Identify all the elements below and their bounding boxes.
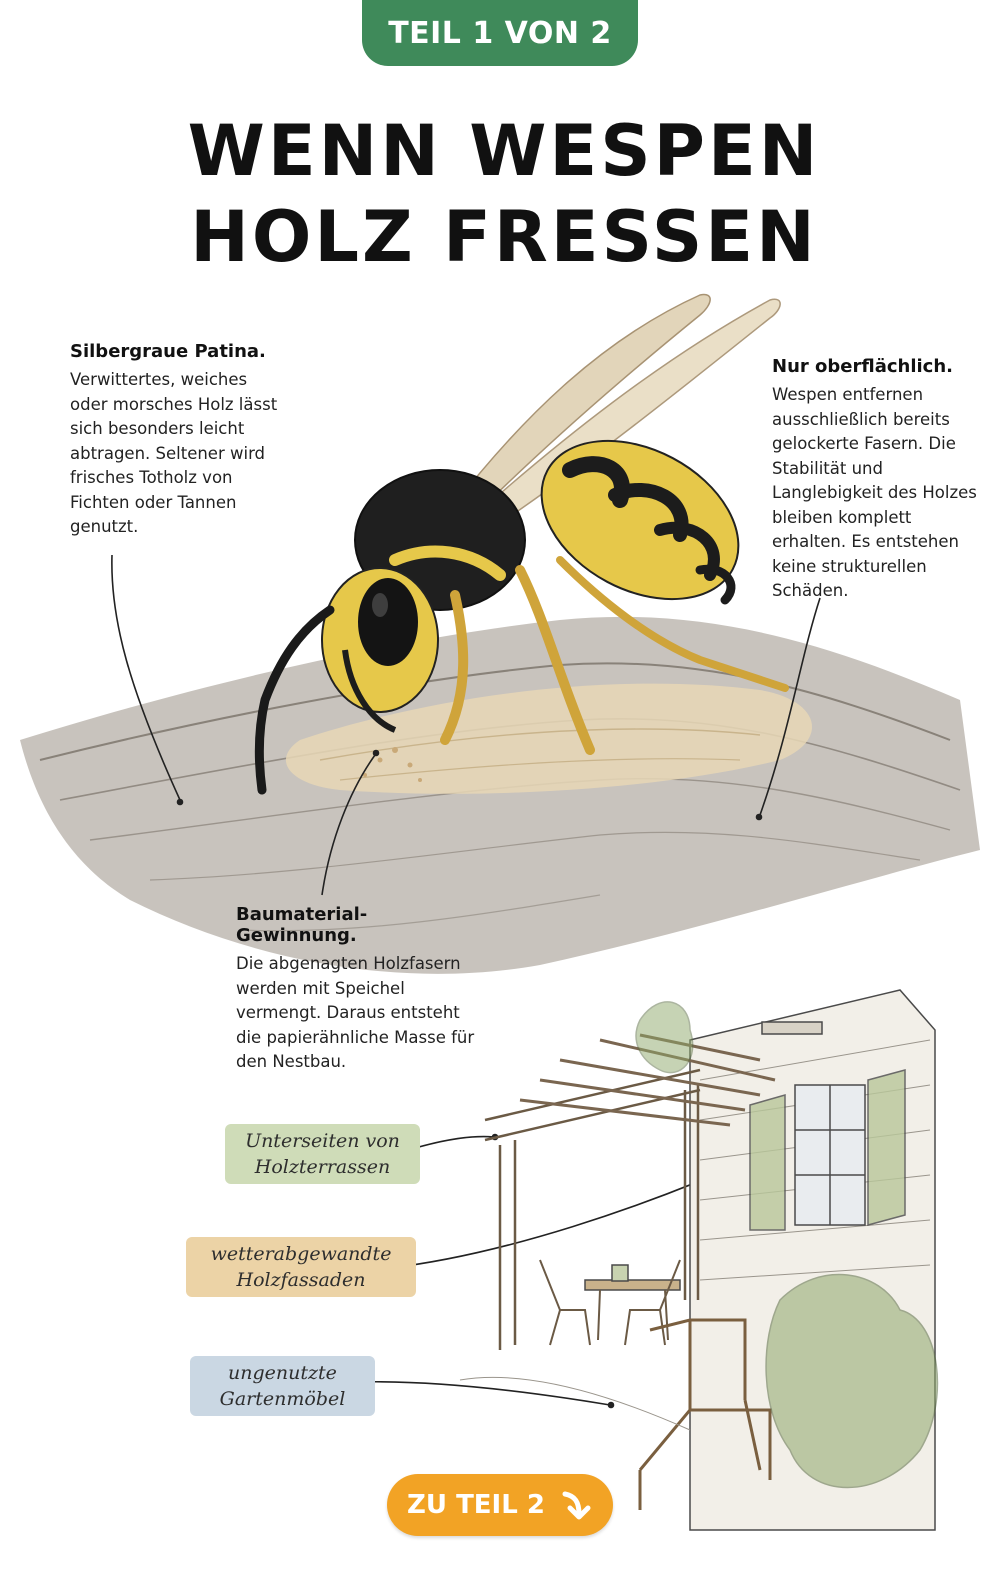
terrace-illustration xyxy=(460,990,937,1530)
part-indicator-label: TEIL 1 VON 2 xyxy=(388,15,612,51)
callout-text: Die abgenagten Holzfasern werden mit Speichel vermengt. Daraus entsteht die papierähnliche Masse für den Nestbau. xyxy=(236,954,475,1071)
callout-surface-only xyxy=(772,356,987,604)
location-tag-line: Holzfassaden xyxy=(236,1269,366,1291)
callout-heading: Silbergraue Patina. xyxy=(70,341,266,362)
callout-silver-patina xyxy=(70,341,285,540)
location-tag-garden-furniture xyxy=(190,1356,375,1416)
location-tag-line: Holzterrassen xyxy=(254,1156,391,1178)
callout-heading: Baumaterial-Gewinnung. xyxy=(236,904,368,946)
location-tag-facades xyxy=(186,1237,416,1297)
title-line-2: HOLZ FRESSEN xyxy=(190,196,818,278)
part-indicator-badge xyxy=(362,0,638,66)
arrow-down-right-icon xyxy=(559,1488,593,1522)
page-title xyxy=(0,108,1008,280)
location-tag-line: Gartenmöbel xyxy=(219,1388,346,1410)
callout-text: Wespen entfernen ausschließlich bereits gelockerte Fasern. Die Stabilität und Langlebigkeit des Holzes bleiben komplett erhalten. Es entstehen keine strukturellen Schäden. xyxy=(772,385,977,600)
callout-text: Verwittertes, weiches oder morsches Holz lässt sich besonders leicht abtragen. Seltener wird frisches Totholz von Fichten oder Tannen genutzt. xyxy=(70,370,278,536)
location-tag-line: ungenutzte xyxy=(228,1362,337,1384)
next-part-button[interactable] xyxy=(387,1474,613,1536)
title-line-1: WENN WESPEN xyxy=(187,110,821,192)
next-part-label: ZU TEIL 2 xyxy=(407,1490,545,1520)
wood-beam-illustration xyxy=(20,617,980,974)
callout-heading: Nur oberflächlich. xyxy=(772,356,953,377)
location-tag-line: wetterabgewandte xyxy=(210,1243,392,1265)
location-tag-line: Unterseiten von xyxy=(245,1130,400,1152)
callout-building-material xyxy=(236,904,476,1075)
location-tag-terraces xyxy=(225,1124,420,1184)
